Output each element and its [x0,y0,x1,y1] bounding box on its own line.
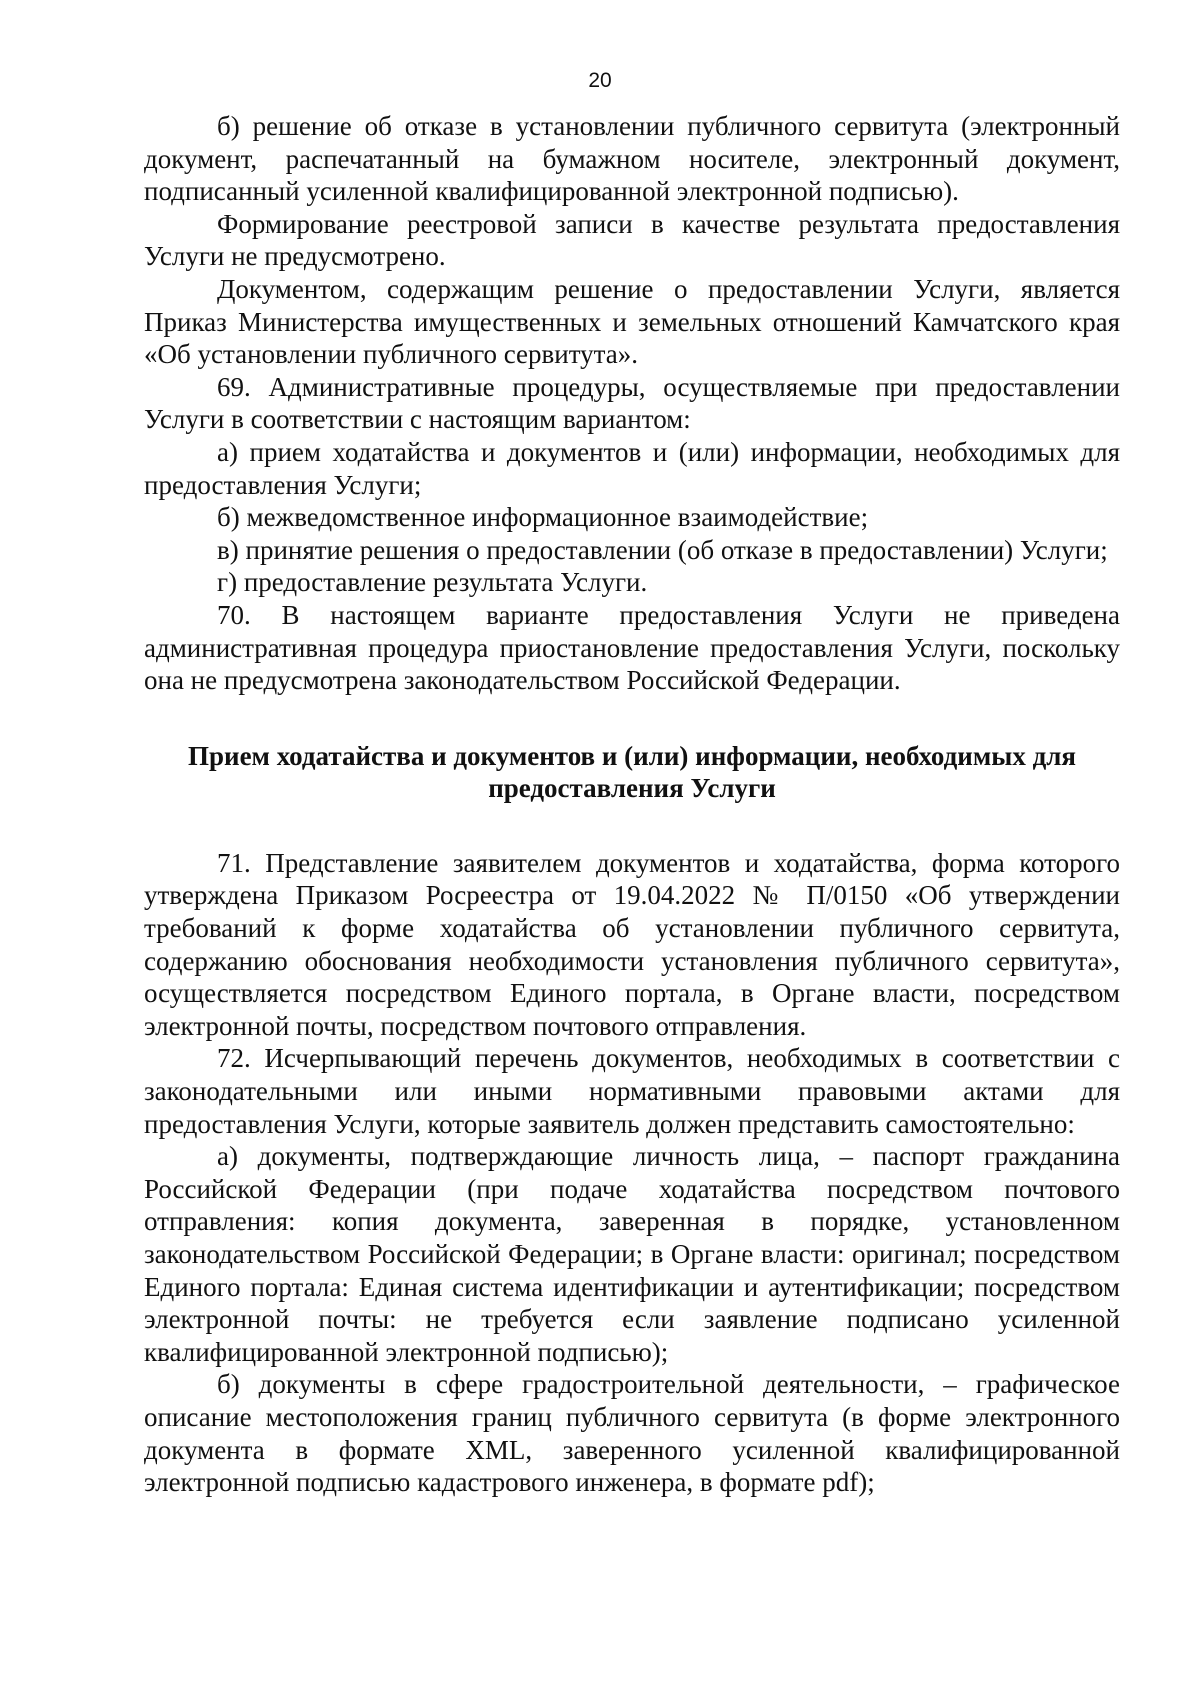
paragraph-item-69-g: г) предоставление результата Услуги. [217,567,648,598]
paragraph-item-69-a: а) прием ходатайства и документов и (или) информации, необходимых для предоставления Услуги; [144,436,1120,500]
paragraph-registry-record: Формирование реестровой записи в качестве результата предоставления Услуги не предусмотрено. [144,208,1120,272]
paragraph-item-69-b: б) межведомственное информационное взаимодействие; [217,502,869,533]
paragraph-item-71: 71. Представление заявителем документов и ходатайства, форма которого утверждена Приказом Росреестра от 19.04.2022 № П/0150 «Об утверждении требований к форме ходатайства об установлении публичного сервитута, содержанию обоснования необходимости установления публичного сервитута», осуществляется посредством Единого портала, в Органе власти, посредством электронной почты, посредством почтового отправления. [144,847,1120,1041]
paragraph-decision-refusal: б) решение об отказе в установлении публичного сервитута (электронный документ, распечатанный на бумажном носителе, электронный документ, подписанный усиленной квалифицированной электронной подписью). [144,111,1120,207]
page-number: 20 [588,69,612,92]
paragraph-item-70: 70. В настоящем варианте предоставления Услуги не приведена административная процедура приостановление предоставления Услуги, поскольку она не предусмотрена законодательством Российской Федерации. [144,599,1120,696]
document-body [144,110,1120,1499]
paragraph-item-72-a: а) документы, подтверждающие личность лица, – паспорт гражданина Российской Федерации (при подаче ходатайства посредством почтового отправления: копия документа, заверенная в порядке, установленном законодательством Российской Федерации; в Органе власти: оригинал; посредством Единого портала: Единая система идентификации и аутентификации; посредством электронной почты: не требуется если заявление подписано усиленной квалифицированной электронной подписью); [144,1141,1120,1367]
paragraph-item-72: 72. Исчерпывающий перечень документов, необходимых в соответствии с законодательными или иными нормативными правовыми актами для предоставления Услуги, которые заявитель должен представить самостоятельно: [144,1043,1120,1139]
paragraph-item-69-v: в) принятие решения о предоставлении (об отказе в предоставлении) Услуги; [217,534,1108,565]
paragraph-item-72-b: б) документы в сфере градостроительной деятельности, – графическое описание местоположения границ публичного сервитута (в форме электронного документа в формате XML, заверенного усиленной квалифицированной электронной подписью кадастрового инженера, в формате pdf); [144,1369,1120,1498]
paragraph-decision-document: Документом, содержащим решение о предоставлении Услуги, является Приказ Министерства имущественных и земельных отношений Камчатского края «Об установлении публичного сервитута». [144,273,1120,370]
paragraph-item-69: 69. Административные процедуры, осуществляемые при предоставлении Услуги в соответствии с настоящим вариантом: [144,371,1120,435]
section-heading: Прием ходатайства и документов и (или) информации, необходимых для предоставления Услуги [188,740,1076,804]
